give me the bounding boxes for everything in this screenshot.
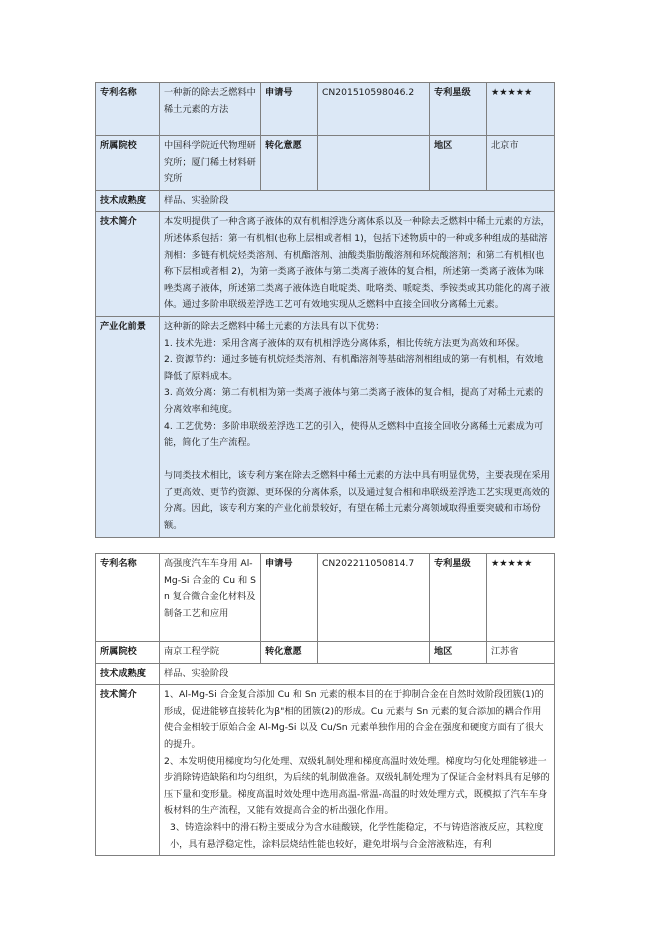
transfer-intent-label: 转化意愿 <box>261 642 318 664</box>
application-no-value: CN201510598046.2 <box>318 83 430 136</box>
institution-value: 中国科学院近代物理研究所；厦门稀土材料研究所 <box>160 136 261 191</box>
application-no-label: 申请号 <box>261 554 318 642</box>
maturity-value: 样品、实验阶段 <box>160 190 555 212</box>
patent-rating-label: 专利星级 <box>430 83 487 136</box>
region-value: 江苏省 <box>487 642 555 664</box>
institution-label: 所属院校 <box>96 642 160 664</box>
prospect-paragraph: 这种新的除去乏燃料中稀土元素的方法具有以下优势： <box>164 320 385 332</box>
patent-rating-label: 专利星级 <box>430 554 487 642</box>
maturity-value: 样品、实验阶段 <box>160 663 555 685</box>
patent-rating-stars: ★★★★★ <box>487 83 555 136</box>
prospect-paragraph: 3. 高效分离：第二有机相为第一类离子液体与第二类离子液体的复合相，提高了对稀土元素的分离效率和纯度。 <box>164 387 544 415</box>
maturity-label: 技术成熟度 <box>96 663 160 685</box>
summary-label: 技术简介 <box>96 212 160 317</box>
prospect-paragraph: 4. 工艺优势：多阶串联级差浮选工艺的引入，使得从乏燃料中直接全回收分离稀土元素成为可能，简化了生产流程。 <box>164 420 544 449</box>
prospect-paragraph: 1. 技术先进：采用含离子液体的双有机相浮选分离体系，相比传统方法更为高效和环保。 <box>164 337 525 349</box>
patent-name-value: 高强度汽车车身用 Al-Mg-Si 合金的 Cu 和 Sn 复合微合金化材料及制备工艺和应用 <box>160 554 261 642</box>
summary-paragraph: 1、Al-Mg-Si 合金复合添加 Cu 和 Sn 元素的根本目的在于抑制合金在自然时效阶段团簇(1)的形成，促进能够直接转化为β"相的团簇(2)的形成。Cu 元素与 Sn 元素的复合添加的耦合作用使合金相较于原始合金 Al-Mg-Si 以及 Cu/Sn 元素单独作用的合金在强度和硬度方面有了很大的提升。 <box>164 689 544 750</box>
patent-name-label: 专利名称 <box>96 554 160 642</box>
patent-name-label: 专利名称 <box>96 83 160 136</box>
summary-text: 本发明提供了一种含离子液体的双有机相浮选分离体系以及一种除去乏燃料中稀土元素的方法，所述体系包括：第一有机相(也称上层相或者相 1)，包括下述物质中的一种或多种组成的基础溶剂相：多链有机烷烃类溶剂、有机酯溶剂、油酸类脂肪酸溶剂和环烷酸溶剂；和第二有机相(也称下层相或者相 2)，为第一类离子液体与第二类离子液体的复合相，所述第一类离子液体为咪唑类离子液体，所述第二类离子液体选自吡啶类、吡咯类、哌啶类、季铵类或其功能化的离子液体。通过多阶串联级差浮选工艺可有效地实现从乏燃料中直接全回收分离稀土元素。 <box>160 212 555 317</box>
institution-label: 所属院校 <box>96 136 160 191</box>
application-no-label: 申请号 <box>261 83 318 136</box>
patent-table-1 <box>95 82 555 538</box>
summary-paragraph: 3、铸造涂料中的滑石粉主要成分为含水硅酸镁，化学性能稳定，不与铸造溶液反应，其粒度小，具有悬浮稳定性，涂料层烧结性能也较好，避免坩埚与合金溶液粘连，有利 <box>170 821 544 850</box>
maturity-label: 技术成熟度 <box>96 190 160 212</box>
transfer-intent-value <box>318 136 430 191</box>
prospect-cell <box>160 316 555 537</box>
prospect-paragraph: 2. 资源节约：通过多链有机烷烃类溶剂、有机酯溶剂等基础溶剂相组成的第一有机相，有效地降低了原料成本。 <box>164 354 544 382</box>
region-value: 北京市 <box>487 136 555 191</box>
prospect-paragraph-blank <box>164 452 550 469</box>
prospect-paragraph: 与同类技术相比，该专利方案在除去乏燃料中稀土元素的方法中具有明显优势，主要表现在采用了更高效、更节约资源、更环保的分离体系，以及通过复合相和串联级差浮选工艺实现更高效的分离。因此，该专利方案的产业化前景较好，有望在稀土元素分离领域取得重要突破和市场份额。 <box>164 470 550 532</box>
summary-paragraph: 2、本发明使用梯度均匀化处理、双级轧制处理和梯度高温时效处理。梯度均匀化处理能够进一步消除铸造缺陷和均匀组织，为后续的轧制做准备。双级轧制处理为了保证合金材料具有足够的压下量和变形量。梯度高温时效处理中选用高温-常温-高温的时效处理方式，既模拟了汽车车身板材料的生产流程，又能有效提高合金的析出强化作用。 <box>164 755 550 817</box>
transfer-intent-label: 转化意愿 <box>261 136 318 191</box>
prospect-label: 产业化前景 <box>96 316 160 537</box>
application-no-value: CN202211050814.7 <box>318 554 430 642</box>
patent-rating-stars: ★★★★★ <box>487 554 555 642</box>
patent-table-2 <box>95 553 555 856</box>
patent-name-value: 一种新的除去乏燃料中稀土元素的方法 <box>160 83 261 136</box>
transfer-intent-value <box>318 642 430 664</box>
summary-label: 技术简介 <box>96 685 160 856</box>
summary-cell <box>160 685 555 856</box>
institution-value: 南京工程学院 <box>160 642 261 664</box>
region-label: 地区 <box>430 136 487 191</box>
region-label: 地区 <box>430 642 487 664</box>
